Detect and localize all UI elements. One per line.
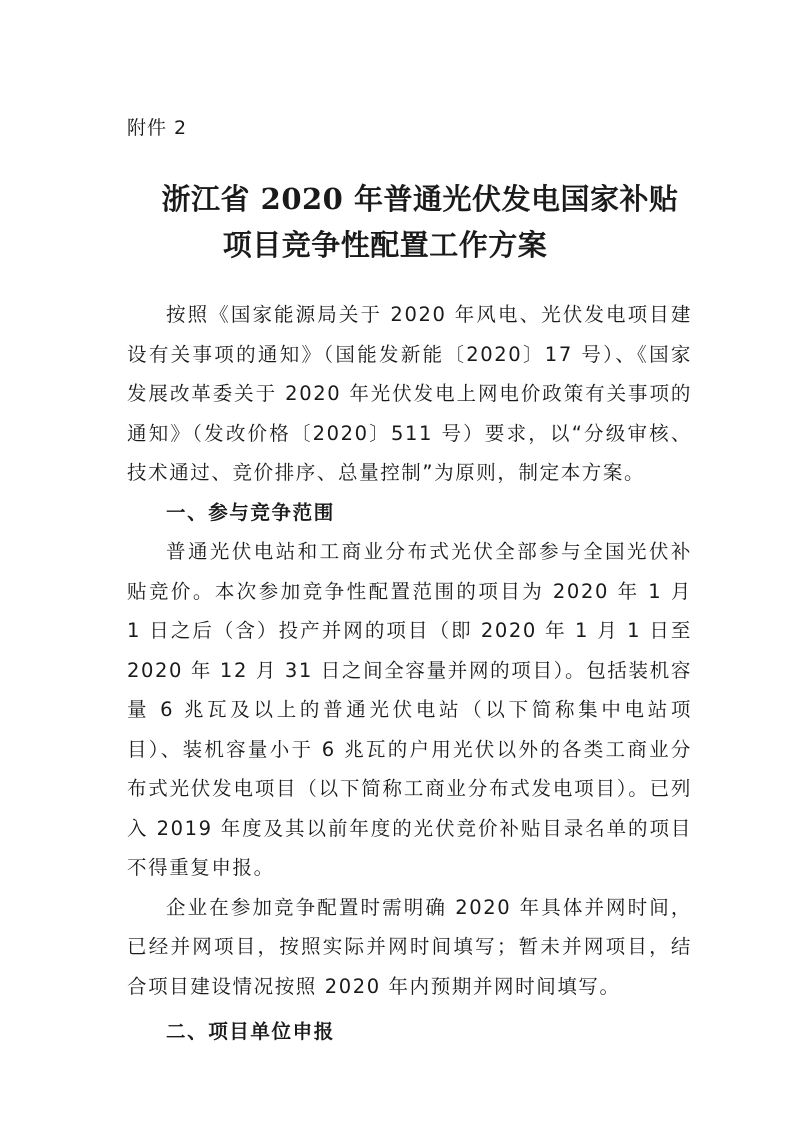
grid-time-paragraph: 企业在参加竞争配置时需明确 2020 年具体并网时间，已经并网项目，按照实际并网时间填写；暂未并网项目，结合项目建设情况按照 2020 年内预期并网时间填写。: [127, 895, 692, 998]
scope-paragraph: 普通光伏电站和工商业分布式光伏全部参与全国光伏补贴竞价。本次参加竞争性配置范围的项目为 2020 年 1 月 1 日之后（含）投产并网的项目（即 2020 年 1 月 1 日至 2020 年 12 月 31 日之间全容量并网的项目）。包括装机容量 6 兆瓦及以上的普通光伏电站（以下简称集中电站项目）、装机容量小于 6 兆瓦的户用光伏以外的各类工商业分布式光伏发电项目（以下简称工商业分布式发电项目）。已列入 2019 年度及其以前年度的光伏竞价补贴目录名单的项目不得重复申报。: [127, 540, 692, 879]
title-line-2: 项目竞争性配置工作方案: [222, 228, 548, 262]
intro-paragraph: 按照《国家能源局关于 2020 年风电、光伏发电项目建设有关事项的通知》（国能发新能〔2020〕17 号）、《国家发展改革委关于 2020 年光伏发电上网电价政策有关事项的通知》（发改价格〔2020〕511 号）要求，以“分级审核、技术通过、竞价排序、总量控制”为原则，制定本方案。: [127, 303, 692, 484]
attachment-label: 附件 2: [127, 117, 188, 139]
document-body: [127, 295, 692, 1052]
title-line-1: 浙江省 2020 年普通光伏发电国家补贴: [161, 182, 679, 216]
document-title: [0, 176, 800, 268]
section-heading-application: 二、项目单位申报: [166, 1020, 335, 1043]
section-heading-scope: 一、参与竞争范围: [166, 500, 335, 524]
